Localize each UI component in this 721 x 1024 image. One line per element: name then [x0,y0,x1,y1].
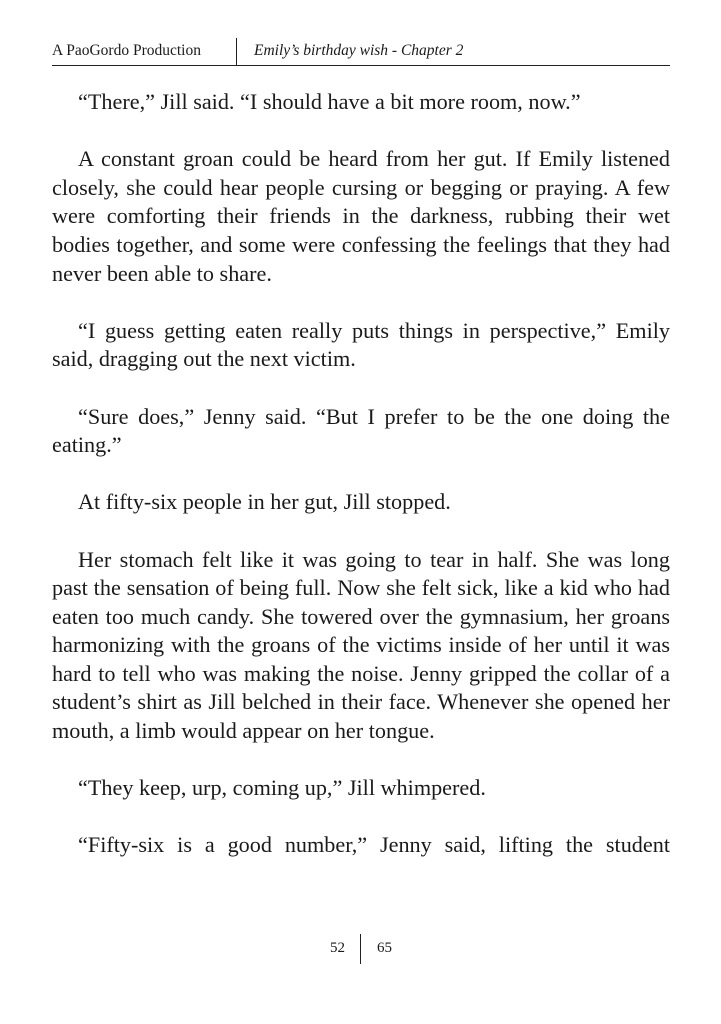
paragraph: Her stomach felt like it was going to tear in half. She was long past the sensation of being full. Now she felt sick, like a kid who had eaten too much candy. She towered over the gymnasium, her groans harmonizing with the groans of the victims inside of her until it was hard to tell who was making the noise. Jenny gripped the collar of a student’s shirt as Jill belched in their face. Whenever she opened her mouth, a limb would appear on her tongue. [52,546,670,744]
paragraph: “I guess getting eaten really puts things in perspective,” Emily said, dragging out the next victim. [52,317,670,372]
header-divider [236,38,237,66]
paragraph: “Sure does,” Jenny said. “But I prefer to be the one doing the eating.” [52,403,670,458]
paragraph: “They keep, urp, coming up,” Jill whimpered. [78,775,486,801]
chapter-title: Emily’s birthday wish - Chapter 2 [254,42,464,59]
running-header [52,38,670,66]
page-body [52,88,670,860]
total-pages: 65 [377,940,392,956]
publisher-name: A PaoGordo Production [52,42,201,59]
page-number: 52 [330,940,345,956]
footer-divider [360,934,361,964]
paragraph: “There,” Jill said. “I should have a bit more room, now.” [78,89,581,114]
page-footer [0,934,721,964]
paragraph: “Fifty-six is a good number,” Jenny said, lifting the student [78,832,670,858]
paragraph: At fifty-six people in her gut, Jill stopped. [78,489,451,515]
paragraph: A constant groan could be heard from her gut. If Emily listened closely, she could hear people cursing or begging or praying. A few were comforting their friends in the darkness, rubbing their wet bodies together, and some were confessing the feelings that they had never been able to share. [52,146,670,286]
